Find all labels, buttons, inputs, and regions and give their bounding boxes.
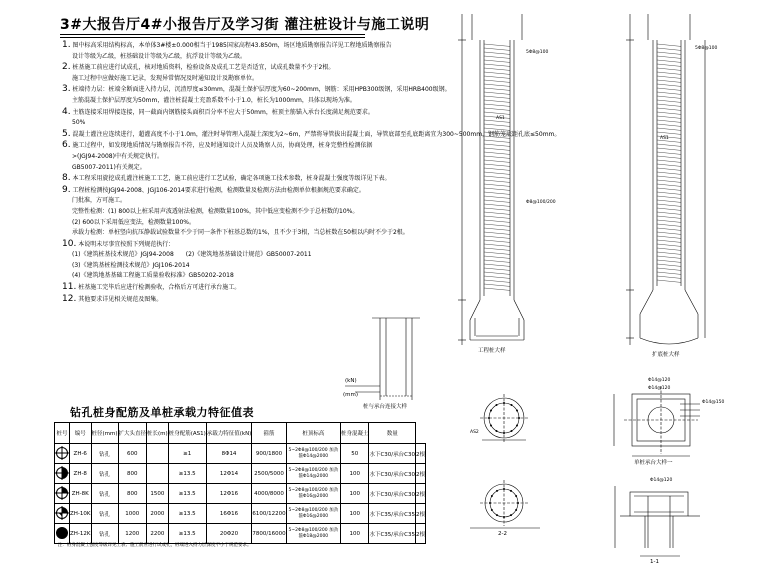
- pile-top-detail-label: 桩与承台连接大样: [363, 404, 408, 410]
- stirrup-line: [657, 96, 681, 98]
- stirrup-line: [657, 268, 681, 270]
- stirrup-line: [484, 136, 510, 138]
- stirrup-line: [484, 96, 510, 98]
- stirrup-line: [657, 88, 681, 90]
- table-cell-type: 钻孔: [91, 524, 118, 544]
- note-text: 主筋混凝土保护层厚度为50mm，灌注桩混凝土充盈系数不小于1.0，桩长为1000mm，具体以现场为准。: [72, 96, 356, 104]
- note-number: 5.: [62, 128, 71, 139]
- table-cell-n: 2根: [416, 524, 426, 544]
- stirrup-line: [657, 180, 681, 182]
- stirrup-line: [657, 232, 681, 234]
- stirrup-line: [657, 220, 681, 222]
- pile1-label: 工程桩大样: [478, 348, 506, 354]
- note-text: 本工程采用旋挖成孔灌注桩施工工艺，施工前应进行工艺试验，确定各项施工技术参数，桩身混凝土强度等级详见下表。: [72, 175, 391, 183]
- stirrup-line: [484, 52, 510, 54]
- stirrup-line: [657, 64, 681, 66]
- stirrup-line: [484, 80, 510, 82]
- rebar-dot: [491, 509, 493, 511]
- stirrup-line: [484, 188, 510, 190]
- note-number: 6.: [62, 140, 71, 151]
- pile1-as1: AS1: [496, 116, 505, 121]
- rebar-dot: [496, 490, 498, 492]
- note-number: 12.: [62, 293, 77, 304]
- note-text: 本说明未尽事宜按照下列规范执行：: [78, 240, 175, 248]
- note-text: 50%: [72, 119, 86, 127]
- rebar-dot: [516, 410, 518, 412]
- note-text: >(JGJ94-2008)中有关规定执行。: [72, 152, 163, 160]
- stirrup-line: [484, 108, 510, 110]
- table-cell-L: ≥13.5: [168, 524, 206, 544]
- rebar-dot: [488, 417, 490, 419]
- stirrup-line: [484, 208, 510, 210]
- note-text: (2) 600以下采用低应变法，检测数量100%。: [72, 218, 196, 226]
- stirrup-line: [657, 252, 681, 254]
- stirrup-line: [484, 276, 510, 278]
- pile-elevation-1: [458, 14, 524, 345]
- stirrup-line: [484, 140, 510, 142]
- rebar-dot: [491, 495, 493, 497]
- table-cell-L: ≥13.5: [168, 464, 206, 484]
- stirrup-line: [657, 156, 681, 158]
- stirrup-line: [657, 276, 681, 278]
- stirrup-line: [657, 224, 681, 226]
- stirrup-line: [657, 240, 681, 242]
- stirrup-line: [484, 220, 510, 222]
- stirrup-line: [484, 48, 510, 50]
- table-cell-as: 8Φ14: [206, 444, 252, 464]
- note-text: 桩基施工完毕后应进行检测验收，合格后方可进行承台施工。: [78, 284, 241, 292]
- table-cell-d: 1200: [118, 524, 147, 544]
- table-header-cell: 桩身配筋(AS1): [168, 423, 206, 444]
- note-text: 承载力检测：单桩竖向抗压静载试验数量不少于同一条件下桩基总数的1%，且不少于3根，当总桩数在50根以内时不少于2根。: [72, 229, 409, 237]
- stirrup-line: [657, 76, 681, 78]
- stirrup-line: [657, 104, 681, 106]
- stirrup-line: [657, 228, 681, 230]
- note-text: 桩基施工前应进行试成孔，核对地质资料，检验设备及成孔工艺是否适宜，试成孔数量不少于2根。: [72, 64, 335, 72]
- rebar-dot: [510, 514, 512, 516]
- stirrup-line: [657, 120, 681, 122]
- stirrup-line: [657, 184, 681, 186]
- table-cell-conc: 水下C35/承台C35: [369, 504, 416, 524]
- rebar-dot: [496, 404, 498, 406]
- stirrup-line: [484, 64, 510, 66]
- rebar-dot: [490, 410, 492, 412]
- stirrup-line: [657, 188, 681, 190]
- section-circle-2-2: [470, 480, 540, 528]
- stirrup-line: [484, 104, 510, 106]
- stirrup-line: [484, 232, 510, 234]
- stirrup-line: [657, 124, 681, 126]
- cap-rebar-top2: Φ14@120: [648, 386, 671, 391]
- stirrup-line: [484, 224, 510, 226]
- stirrup-line: [657, 108, 681, 110]
- stirrup-line: [484, 180, 510, 182]
- stirrup-line: [657, 216, 681, 218]
- table-cell-L: ≥13.5: [168, 504, 206, 524]
- rebar-dot: [490, 425, 492, 427]
- table-title: 钻孔桩身配筋及单桩承载力特征值表: [70, 406, 254, 419]
- stirrup-line: [657, 172, 681, 174]
- section-2-2-label: 2-2: [498, 531, 507, 537]
- table-header-cell: 承载力特征值(kN): [206, 423, 252, 444]
- table-header-cell: 桩长(m): [147, 423, 169, 444]
- stirrup-line: [484, 256, 510, 258]
- pile1-top-rebar: 5Φ8@100: [526, 50, 549, 55]
- stirrup-line: [657, 260, 681, 262]
- stirrup-line: [657, 60, 681, 62]
- section-circle-top: [480, 394, 528, 442]
- table-cell-as: 20Φ20: [206, 524, 252, 544]
- stirrup-line: [657, 56, 681, 58]
- stirrup-line: [657, 100, 681, 102]
- note-text: (4)《建筑地基基础工程施工质量验收标准》GB50202-2018: [72, 272, 234, 280]
- table-cell-top: 100: [340, 464, 369, 484]
- note-number: 4.: [62, 106, 71, 117]
- note-text: 其他要求详见相关规范及图集。: [78, 295, 163, 303]
- table-cell-conc: 水下C30/承台C30: [369, 464, 416, 484]
- note-number: 3.: [62, 84, 71, 95]
- stirrup-line: [657, 200, 681, 202]
- section-top-as2: AS2: [470, 430, 479, 435]
- table-cell-id: ZH-8: [70, 464, 92, 484]
- table-cell-conc: 水下C30/承台C30: [369, 444, 416, 464]
- stirrup-line: [484, 56, 510, 58]
- table-cell-stir: 5~2Φ8@100/200 加劲箍Φ14@2000: [286, 444, 340, 464]
- stirrup-line: [484, 176, 510, 178]
- table-cell-as: 12Φ16: [206, 484, 252, 504]
- rebar-dot: [503, 488, 505, 490]
- cap-section-1-1: [615, 486, 700, 556]
- stirrup-line: [657, 128, 681, 130]
- pile-top-unit: (mm): [343, 392, 359, 398]
- rebar-dot: [515, 509, 517, 511]
- rebar-dot: [489, 502, 491, 504]
- table-cell-type: 钻孔: [91, 484, 118, 504]
- stirrup-line: [484, 112, 510, 114]
- table-header-cell: 桩径(mm): [91, 423, 118, 444]
- stirrup-line: [657, 280, 681, 282]
- table-cell-conc: 水下C35/承台C35: [369, 524, 416, 544]
- table-header-cell: 桩身混凝土: [340, 423, 369, 444]
- stirrup-line: [484, 212, 510, 214]
- stirrup-line: [484, 280, 510, 282]
- note-number: 11.: [62, 282, 77, 293]
- note-text: GB5007-2011)有关规定。: [72, 163, 146, 171]
- stirrup-line: [484, 252, 510, 254]
- table-header-cell: 编号: [70, 423, 92, 444]
- table-cell-stir: 5~2Φ8@100/200 加劲箍Φ14@2000: [286, 464, 340, 484]
- stirrup-line: [484, 244, 510, 246]
- table-cell-as: 12Φ14: [206, 464, 252, 484]
- note-text: 施工过程中，如发现地质情况与勘察报告不符，应及时通知设计人员及勘察人员，协商处理，桩身完整性检测依据: [72, 142, 373, 150]
- table-cell-d: 600: [118, 444, 147, 464]
- note-number: 2.: [62, 62, 71, 73]
- table-header-cell: 数量: [369, 423, 416, 444]
- pile1-stirrup: Φ8@100/200: [526, 200, 556, 205]
- stirrup-line: [484, 128, 510, 130]
- note-text: 工程桩检测按JGJ94-2008、JGJ106-2014要求进行检测，检测数量及检测方法由检测单位根据规范要求确定。: [72, 186, 365, 194]
- pile-top-force: (kN): [345, 378, 357, 384]
- table-cell-d: 800: [118, 464, 147, 484]
- table-cell-d: 800: [118, 484, 147, 504]
- stirrup-line: [484, 88, 510, 90]
- stirrup-line: [484, 200, 510, 202]
- stirrup-line: [657, 148, 681, 150]
- note-number: 9.: [62, 184, 71, 195]
- stirrup-line: [484, 132, 510, 134]
- stirrup-line: [484, 76, 510, 78]
- table-header-cell: 箍筋: [252, 423, 286, 444]
- rebar-dot: [503, 516, 505, 518]
- table-cell-D: 2000: [147, 504, 169, 524]
- stirrup-line: [484, 124, 510, 126]
- table-cell-L: ≥13.5: [168, 484, 206, 504]
- stirrup-line: [484, 72, 510, 74]
- cap-plan-label: 单桩承台大样一: [634, 460, 673, 466]
- note-number: 8.: [62, 173, 71, 184]
- rebar-dot: [517, 502, 519, 504]
- table-cell-D: 2200: [147, 524, 169, 544]
- stirrup-line: [657, 152, 681, 154]
- table-cell-n: 2根: [416, 464, 426, 484]
- note-text: 混凝土灌注应连续进行，超灌高度不小于1.0m，灌注时导管埋入混凝土深度为2~6m，严禁将导管拔出混凝土面，导管底部至孔底距离宜为300~500mm，钢筋笼底距孔底≤50mm。: [72, 130, 561, 138]
- table-cell-id: ZH-6: [70, 444, 92, 464]
- table-cell-id: ZH-10K: [70, 504, 92, 524]
- cap-rebar-top: Φ14@120: [648, 378, 671, 383]
- stirrup-line: [657, 160, 681, 162]
- rebar-dot: [516, 425, 518, 427]
- stirrup-line: [484, 260, 510, 262]
- stirrup-line: [657, 84, 681, 86]
- stirrup-line: [657, 272, 681, 274]
- stirrup-line: [657, 132, 681, 134]
- stirrup-line: [657, 176, 681, 178]
- stirrup-line: [657, 112, 681, 114]
- table-cell-id: ZH-8K: [70, 484, 92, 504]
- table-cell-top: 50: [340, 444, 369, 464]
- stirrup-line: [657, 168, 681, 170]
- stirrup-line: [484, 156, 510, 158]
- table-cell-R: 4000/8000: [252, 484, 286, 504]
- table-cell-D: 1500: [147, 484, 169, 504]
- rebar-dot: [510, 490, 512, 492]
- table-cell-type: 钻孔: [91, 504, 118, 524]
- table-cell-conc: 水下C30/承台C30: [369, 484, 416, 504]
- note-text: (1)《建筑桩基技术规范》JGJ94-2008 (2)《建筑地基基础设计规范》GB50007-2011: [72, 251, 312, 259]
- rebar-dot: [503, 432, 505, 434]
- stirrup-line: [657, 116, 681, 118]
- table-cell-top: 100: [340, 504, 369, 524]
- stirrup-line: [657, 144, 681, 146]
- stirrup-line: [657, 248, 681, 250]
- stirrup-line: [484, 284, 510, 286]
- stirrup-line: [484, 60, 510, 62]
- stirrup-line: [484, 268, 510, 270]
- table-cell-d: 1000: [118, 504, 147, 524]
- stirrup-line: [484, 288, 510, 290]
- note-text: 图中标高采用结构标高，本单体3#楼±0.000相当于1985国家高程43.850m，场区地质勘察报告详见工程地质勘察报告: [72, 42, 392, 49]
- stirrup-line: [657, 244, 681, 246]
- note-text: 设计等级为乙级，桩基础设计等级为乙级，抗浮设计等级为乙级。: [72, 52, 247, 60]
- stirrup-line: [657, 192, 681, 194]
- note-text: 完整性检测：(1) 800以上桩采用声波透射法检测，检测数量100%，其中低应变检测不少于总桩数的10%。: [72, 207, 359, 215]
- stirrup-line: [657, 92, 681, 94]
- stirrup-line: [657, 236, 681, 238]
- stirrup-line: [484, 100, 510, 102]
- stirrup-line: [484, 216, 510, 218]
- table-cell-id: ZH-12K: [70, 524, 92, 544]
- stirrup-line: [484, 192, 510, 194]
- stirrup-line: [657, 256, 681, 258]
- stirrup-line: [484, 248, 510, 250]
- stirrup-line: [484, 272, 510, 274]
- single-cap-plan: [614, 386, 700, 456]
- stirrup-line: [484, 184, 510, 186]
- cap-rebar-bottom: Φ14@120: [650, 478, 673, 483]
- stirrup-line: [484, 236, 510, 238]
- table-cell-L: ≥1: [168, 444, 206, 464]
- stirrup-line: [484, 264, 510, 266]
- stirrup-line: [484, 44, 510, 46]
- table-cell-as: 16Φ16: [206, 504, 252, 524]
- stirrup-line: [484, 84, 510, 86]
- table-cell-R: 7800/16000: [252, 524, 286, 544]
- note-text: 施工过程中应做好施工记录，发现异常情况及时通知设计及勘察单位。: [72, 74, 259, 82]
- rebar-dot: [496, 430, 498, 432]
- stirrup-line: [484, 172, 510, 174]
- table-cell-type: 钻孔: [91, 464, 118, 484]
- stirrup-line: [484, 68, 510, 70]
- stirrup-line: [657, 212, 681, 214]
- stirrup-line: [657, 48, 681, 50]
- table-cell-R: 6100/12200: [252, 504, 286, 524]
- pile2-label: 扩底桩大样: [652, 352, 680, 358]
- table-cell-stir: 5~2Φ8@100/200 加劲箍Φ18@2000: [286, 524, 340, 544]
- stirrup-line: [484, 144, 510, 146]
- cap-rebar-side: Φ14@150: [702, 400, 725, 405]
- table-cell-top: 100: [340, 524, 369, 544]
- table-header-cell: 扩大头直径: [118, 423, 147, 444]
- pile-top-detail: [345, 318, 420, 400]
- note-text: (3)《建筑基桩检测技术规范》JGJ106-2014: [72, 261, 190, 269]
- stirrup-line: [484, 228, 510, 230]
- table-header-cell: 桩顶标高: [286, 423, 340, 444]
- stirrup-line: [484, 92, 510, 94]
- note-text: 桩端持力层：桩端全断面进入持力层，沉渣厚度≤30mm，混凝土保护层厚度为60~200mm，钢筋：采用HPB300级钢，采用HRB400级钢。: [72, 86, 451, 94]
- table-cell-n: 2根: [416, 504, 426, 524]
- stirrup-line: [657, 44, 681, 46]
- rebar-dot: [503, 402, 505, 404]
- stirrup-line: [657, 80, 681, 82]
- pile2-top-rebar: 5Φ8@100: [695, 46, 718, 51]
- rebar-dot: [515, 495, 517, 497]
- stirrup-line: [657, 52, 681, 54]
- note-text: 门批准，方可施工。: [72, 197, 127, 205]
- stirrup-line: [657, 204, 681, 206]
- table-cell-top: 100: [340, 484, 369, 504]
- stirrup-line: [657, 68, 681, 70]
- note-number: 1.: [62, 40, 71, 50]
- note-text: 主筋连接采用焊接连接，同一截面内钢筋接头面积百分率不应大于50mm，桩顶主筋锚入承台长度满足规范要求。: [72, 108, 374, 116]
- pile-elevation-2: [626, 14, 705, 345]
- stirrup-line: [484, 160, 510, 162]
- stirrup-line: [657, 164, 681, 166]
- rebar-dot: [511, 404, 513, 406]
- table-cell-stir: 5~2Φ8@100/200 加劲箍Φ16@2000: [286, 504, 340, 524]
- stirrup-line: [657, 208, 681, 210]
- stirrup-line: [657, 72, 681, 74]
- stirrup-line: [484, 164, 510, 166]
- table-cell-type: 钻孔: [91, 444, 118, 464]
- stirrup-line: [484, 240, 510, 242]
- stirrup-line: [657, 196, 681, 198]
- table-cell-R: 900/1800: [252, 444, 286, 464]
- rebar-dot: [496, 514, 498, 516]
- stirrup-line: [657, 264, 681, 266]
- note-number: 10.: [62, 238, 77, 249]
- table-cell-n: 2根: [416, 484, 426, 504]
- table-cell-stir: 5~2Φ8@100/200 加劲箍Φ16@2000: [286, 484, 340, 504]
- stirrup-line: [484, 148, 510, 150]
- rebar-dot: [511, 430, 513, 432]
- stirrup-line: [484, 152, 510, 154]
- rebar-dot: [518, 417, 520, 419]
- section-1-1-label: 1-1: [650, 559, 659, 565]
- table-cell-n: 2根: [416, 444, 426, 464]
- table-cell-R: 2500/5000: [252, 464, 286, 484]
- pile2-as1: AS1: [660, 136, 669, 141]
- stirrup-line: [484, 196, 510, 198]
- table-footnote: 注：桩身混凝土强度等级详见上表；施工前应进行试成孔，桩端进入持力层深度不小于规范要求。: [58, 543, 252, 548]
- table-header-cell: 桩号: [55, 423, 70, 444]
- stirrup-line: [484, 168, 510, 170]
- stirrup-line: [484, 204, 510, 206]
- page-title: 3#大报告厅4#小报告厅及学习街 灌注桩设计与施工说明: [60, 17, 430, 33]
